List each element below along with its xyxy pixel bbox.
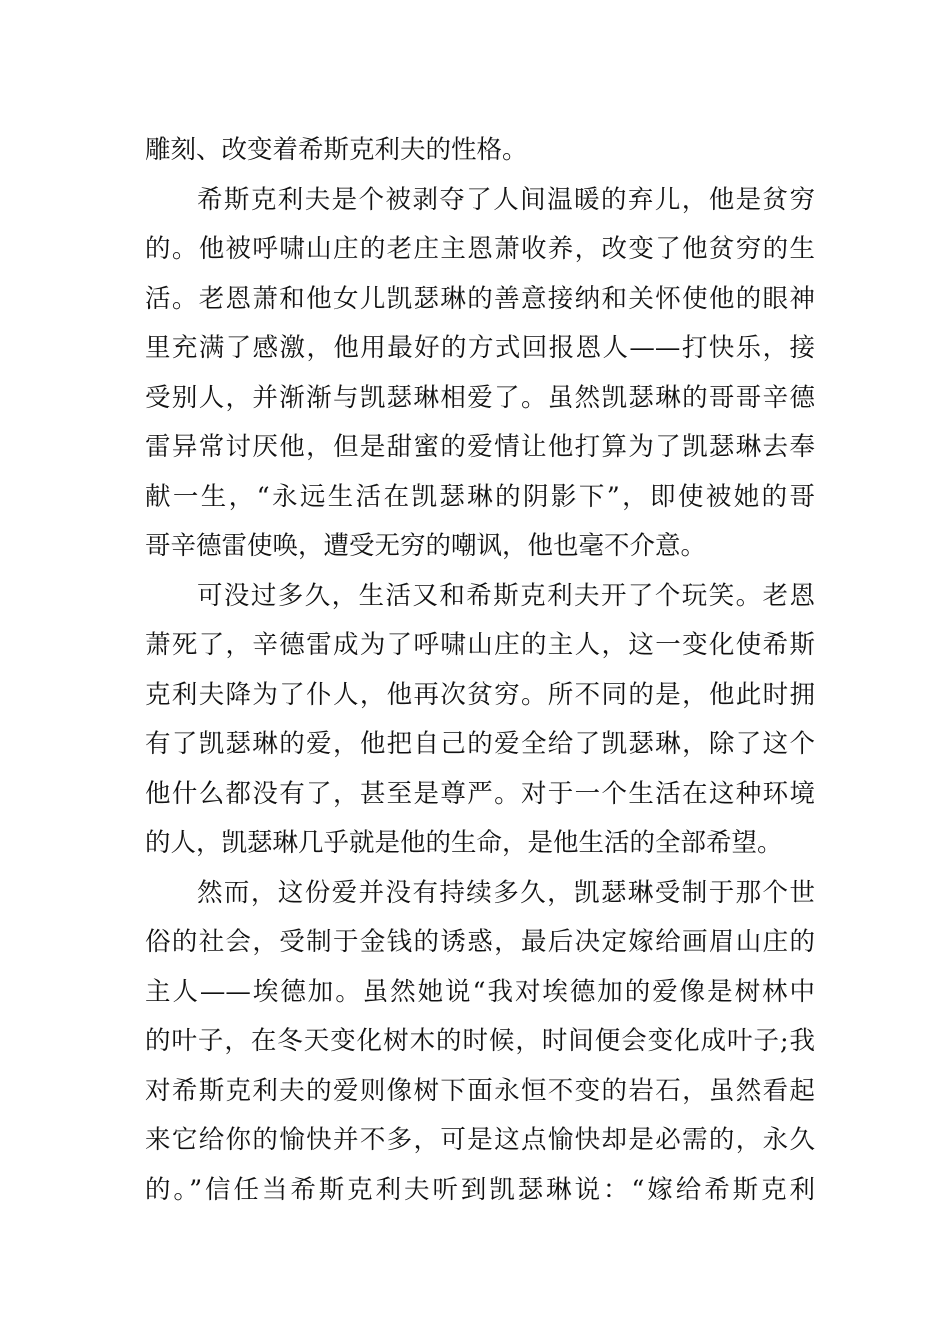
text-line: 活。老恩萧和他女儿凯瑟琳的善意接纳和关怀使他的眼神 xyxy=(145,283,815,314)
text-line: 克利夫降为了仆人，他再次贫穷。所不同的是，他此时拥 xyxy=(145,679,815,710)
text-line: 哥辛德雷使唤，遭受无穷的嘲讽，他也毫不介意。 xyxy=(145,531,707,561)
text-line: 然而，这份爱并没有持续多久，凯瑟琳受制于那个世 xyxy=(197,877,815,908)
text-line: 有了凯瑟琳的爱，他把自己的爱全给了凯瑟琳，除了这个 xyxy=(145,729,815,759)
text-line: 的。他被呼啸山庄的老庄主恩萧收养，改变了他贫穷的生 xyxy=(145,234,815,264)
text-line: 献一生，“永远生活在凯瑟琳的阴影下”，即使被她的哥 xyxy=(145,481,815,512)
text-line: 雷异常讨厌他，但是甜蜜的爱情让他打算为了凯瑟琳去奉 xyxy=(145,432,815,462)
text-line: 的。”信任当希斯克利夫听到凯瑟琳说：“嫁给希斯克利 xyxy=(145,1174,815,1205)
text-line: 可没过多久，生活又和希斯克利夫开了个玩笑。老恩 xyxy=(197,580,815,611)
text-line: 俗的社会，受制于金钱的诱惑，最后决定嫁给画眉山庄的 xyxy=(145,927,815,957)
text-line: 雕刻、改变着希斯克利夫的性格。 xyxy=(145,135,528,165)
text-line: 他什么都没有了，甚至是尊严。对于一个生活在这种环境 xyxy=(145,778,815,809)
text-line: 的叶子，在冬天变化树木的时候，时间便会变化成叶子;我 xyxy=(145,1026,815,1056)
text-line: 萧死了，辛德雷成为了呼啸山庄的主人，这一变化使希斯 xyxy=(145,630,815,660)
text-line: 主人——埃德加。虽然她说“我对埃德加的爱像是树林中 xyxy=(145,976,815,1007)
text-line: 受别人，并渐渐与凯瑟琳相爱了。虽然凯瑟琳的哥哥辛德 xyxy=(145,382,815,413)
text-line: 里充满了感激，他用最好的方式回报恩人——打快乐，接 xyxy=(145,333,815,363)
text-line: 对希斯克利夫的爱则像树下面永恒不变的岩石，虽然看起 xyxy=(145,1075,815,1106)
text-line: 希斯克利夫是个被剥夺了人间温暖的弃儿，他是贫穷 xyxy=(197,184,815,215)
text-line: 来它给你的愉快并不多，可是这点愉快却是必需的，永久 xyxy=(145,1125,815,1155)
text-line: 的人，凯瑟琳几乎就是他的生命，是他生活的全部希望。 xyxy=(145,828,783,858)
document-body-text xyxy=(145,126,815,1215)
